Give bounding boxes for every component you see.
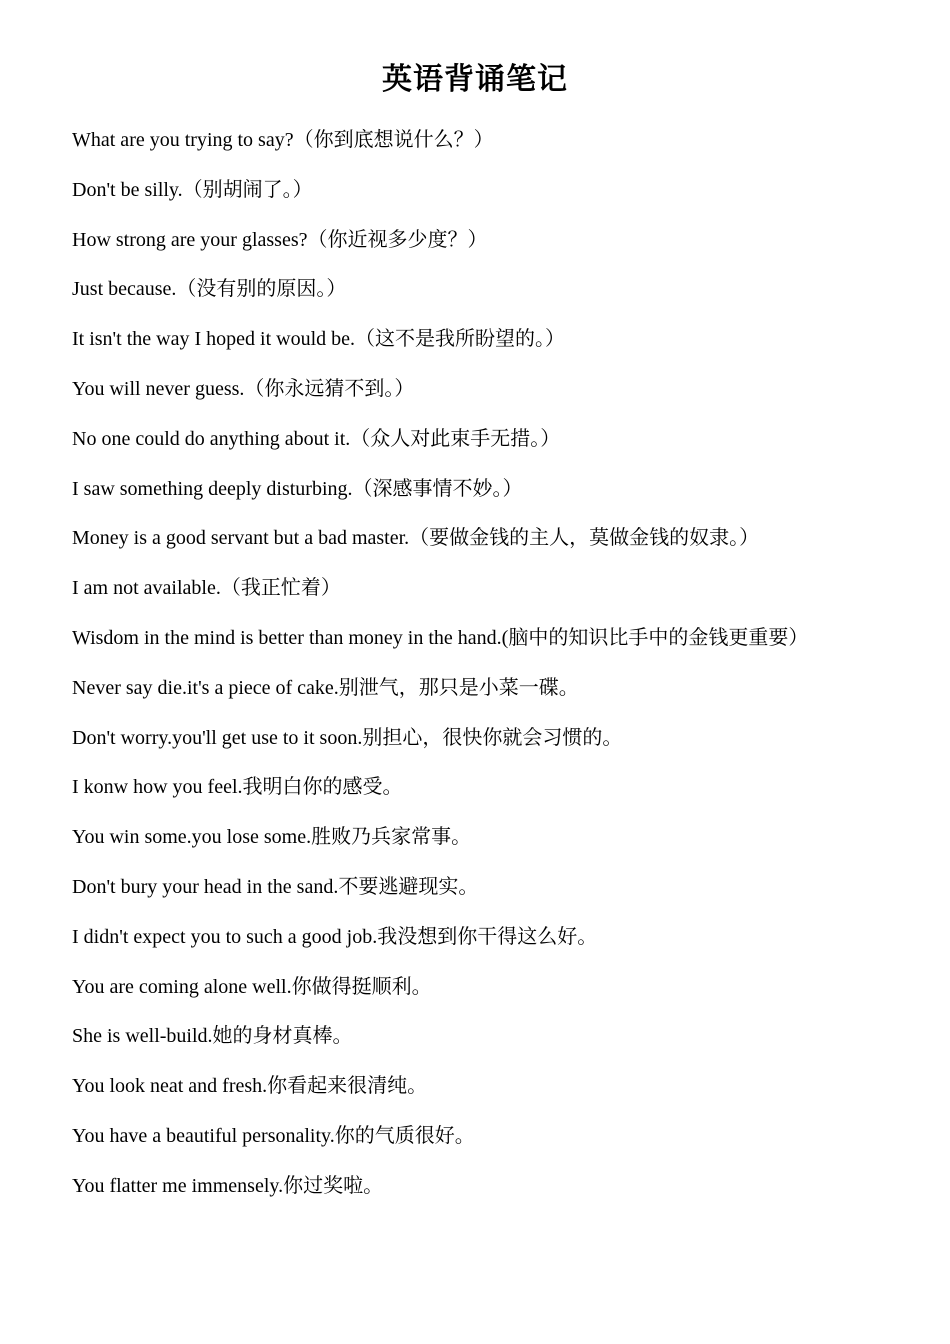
phrase-line: Don't bury your head in the sand.不要逃避现实。 bbox=[72, 875, 479, 898]
phrase-line: You look neat and fresh.你看起来很清纯。 bbox=[72, 1075, 428, 1098]
phrase-line: You will never guess.（你永远猜不到。） bbox=[72, 377, 415, 400]
phrase-line: I didn't expect you to such a good job.我没想到你干得这么好。 bbox=[72, 925, 598, 948]
phrase-line: Money is a good servant but a bad master.（要做金钱的主人，莫做金钱的奴隶。） bbox=[72, 527, 760, 550]
phrase-line: You are coming alone well.你做得挺顺利。 bbox=[72, 975, 432, 998]
page-title: 英语背诵笔记 bbox=[382, 62, 568, 97]
phrase-line: Wisdom in the mind is better than money in the hand.(脑中的知识比手中的金钱更重要） bbox=[72, 626, 809, 649]
phrase-line: Don't worry.you'll get use to it soon.别担心，很快你就会习惯的。 bbox=[72, 726, 623, 749]
phrase-line: I konw how you feel.我明白你的感受。 bbox=[72, 776, 403, 799]
phrase-line: I saw something deeply disturbing.（深感事情不妙。） bbox=[72, 477, 523, 500]
phrase-line: You win some.you lose some.胜败乃兵家常事。 bbox=[72, 826, 472, 849]
phrase-line: What are you trying to say?（你到底想说什么？） bbox=[72, 129, 494, 151]
phrase-line: You have a beautiful personality.你的气质很好。 bbox=[72, 1124, 475, 1147]
phrase-line: You flatter me immensely.你过奖啦。 bbox=[72, 1174, 384, 1197]
phrase-line: How strong are your glasses?（你近视多少度？） bbox=[72, 228, 488, 251]
phrase-line: Just because.（没有别的原因。） bbox=[72, 278, 347, 301]
phrase-line: I am not available.（我正忙着） bbox=[72, 577, 341, 600]
phrase-line: Don't be silly.（别胡闹了。） bbox=[72, 178, 313, 201]
phrase-line: It isn't the way I hoped it would be.（这不是我所盼望的。） bbox=[72, 328, 565, 351]
phrase-list bbox=[72, 116, 880, 1212]
phrase-line: No one could do anything about it.（众人对此束手无措。） bbox=[72, 427, 561, 450]
phrase-line: She is well-build.她的身材真棒。 bbox=[72, 1025, 353, 1048]
phrase-line: Never say die.it's a piece of cake.别泄气，那只是小菜一碟。 bbox=[72, 676, 579, 699]
